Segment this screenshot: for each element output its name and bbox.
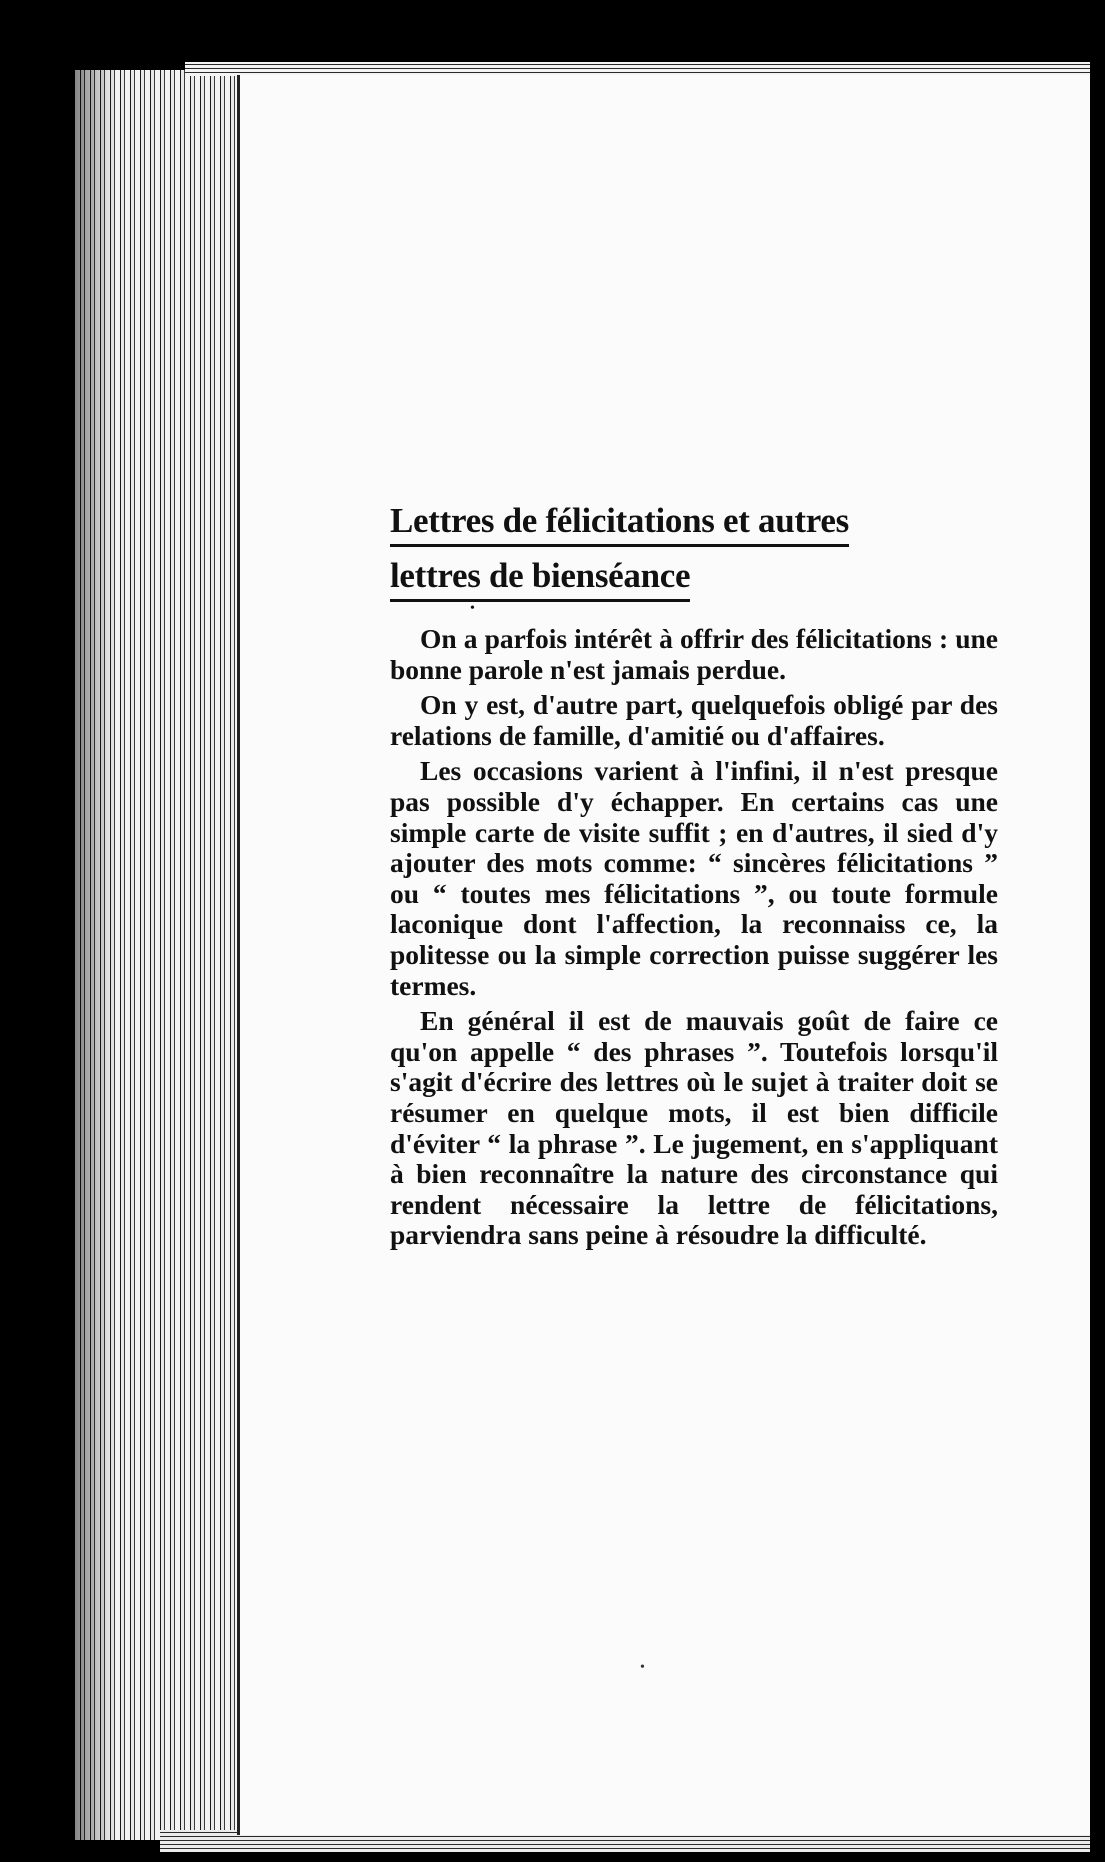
heading-line-2: lettres de bienséance bbox=[390, 555, 690, 602]
page-bottom-dot: • bbox=[640, 1660, 645, 1675]
page-top-edge bbox=[185, 62, 1090, 76]
paragraph-4: En général il est de mauvais goût de faire ce qu'on appelle “ des phrases ”. Toutefois lorsqu'il s'agit d'écrire des lettres où le sujet à traiter doit se résumer en quelque mots, il est bien difficile d'éviter “ la phrase ”. Le jugement, en s'appliquant à bien reconnaître la nature des circonstance qui rendent nécessaire la lettre de félicitations, parviendra sans peine à résoudre la difficulté. bbox=[390, 1005, 998, 1251]
heading-ornament-dot: • bbox=[470, 601, 475, 616]
section-heading bbox=[390, 500, 998, 624]
paragraph-3: Les occasions varient à l'infini, il n'est presque pas possible d'y échapper. En certains cas une simple carte de visite suffit ; en d'autres, il sied d'y ajouter des mots comme: “ sincères félicitations ” ou “ toutes mes félicitations ”, ou toute formule laconique dont l'affection, la reconnaiss ce, la politesse ou la simple correction puisse suggérer les termes. bbox=[390, 755, 998, 1001]
book-page bbox=[240, 75, 1090, 1835]
page-content bbox=[390, 500, 998, 1251]
page-edges-shadow bbox=[75, 70, 115, 1840]
heading-line-1: Lettres de félicitations et autres bbox=[390, 500, 849, 547]
paragraph-2: On y est, d'autre part, quelquefois obligé par des relations de famille, d'amitié ou d'affaires. bbox=[390, 689, 998, 751]
paragraph-1: On a parfois intérêt à offrir des félicitations : une bonne parole n'est jamais perdue. bbox=[390, 623, 998, 685]
